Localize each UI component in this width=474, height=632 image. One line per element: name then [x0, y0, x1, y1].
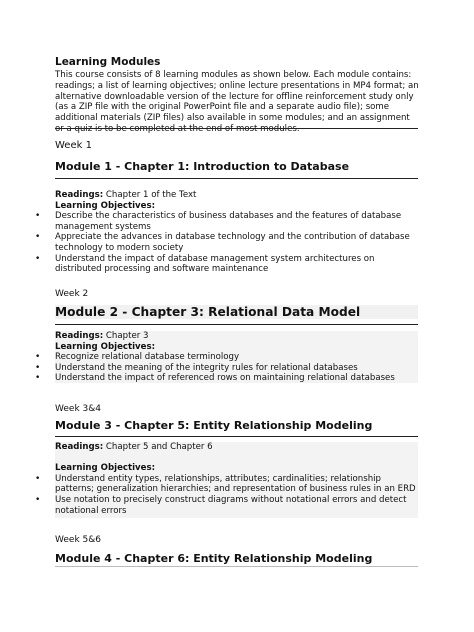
module-2-objectives [55, 352, 418, 384]
objectives-label: Learning Objectives: [55, 341, 156, 352]
module-3-week: Week 3&4 [55, 404, 101, 414]
module-1-week: Week 1 [55, 140, 92, 151]
module-1-details [55, 190, 418, 275]
module-2-details [55, 331, 418, 383]
objective-item: • Understand the impact of referenced rows on maintaining relational databases [55, 373, 418, 384]
divider [55, 178, 418, 179]
divider [55, 324, 418, 325]
intro-body: This course consists of 8 learning modules as shown below. Each module contains: readings; a list of learning objectives; online lecture presentations in MP4 format; an alternative downloadable version of the lecture for offline reinforcement study only (as a ZIP file with the original PowerPoint file and a separate audio file); some additional materials (ZIP files) also available in some modules; and an assignment [55, 70, 419, 124]
readings-label: Readings: [55, 331, 104, 341]
readings-label: Readings: [55, 442, 104, 452]
module-2-week: Week 2 [55, 289, 89, 299]
objective-item: • Understand the meaning of the integrity rules for relational databases [55, 363, 418, 374]
intro-title: Learning Modules [55, 56, 161, 68]
objective-item: • Use notation to precisely construct diagrams without notational errors and detect notational errors [55, 495, 418, 516]
module-3-details [55, 442, 418, 518]
divider [55, 566, 418, 567]
objective-item: • Recognize relational database terminology [55, 352, 418, 363]
module-3-title: Module 3 - Chapter 5: Entity Relationship Modeling [55, 419, 373, 432]
readings-label: Readings: [55, 190, 104, 200]
divider [55, 128, 418, 129]
divider [55, 436, 418, 437]
objective-item: • Appreciate the advances in database technology and the contribution of database technology to modern society [55, 232, 418, 253]
intro-section [55, 56, 421, 135]
module-1-objectives [55, 211, 418, 275]
module-1-readings: Chapter 1 of the Text [103, 190, 197, 200]
objectives-label: Learning Objectives: [55, 200, 156, 211]
module-1-title: Module 1 - Chapter 1: Introduction to Database [55, 160, 350, 173]
module-3-objectives [55, 474, 418, 516]
module-2-readings: Chapter 3 [103, 331, 149, 341]
module-2-title: Module 2 - Chapter 3: Relational Data Model [55, 305, 418, 319]
objectives-label: Learning Objectives: [55, 463, 156, 474]
objective-item: • Understand entity types, relationships, attributes; cardinalities; relationship patterns; generalization hierarchies; and representation of business rules in an ERD [55, 474, 418, 495]
objective-item: • Understand the impact of database management system architectures on distributed processing and software maintenance [55, 254, 418, 275]
module-3-readings: Chapter 5 and Chapter 6 [103, 442, 213, 452]
objective-item: • Describe the characteristics of business databases and the features of database management systems [55, 211, 418, 232]
module-4-week: Week 5&6 [55, 535, 101, 545]
module-4-title: Module 4 - Chapter 6: Entity Relationship Modeling [55, 552, 373, 565]
